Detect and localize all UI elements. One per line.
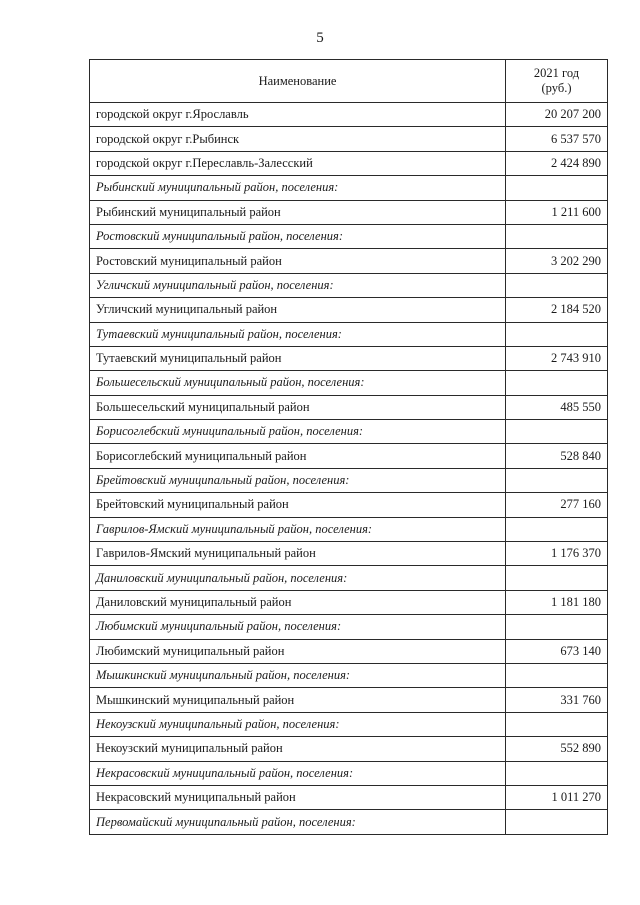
table-row bbox=[90, 200, 608, 224]
table-row bbox=[90, 346, 608, 370]
row-name-cell: Некрасовский муниципальный район bbox=[90, 785, 506, 809]
table-row bbox=[90, 151, 608, 175]
row-value-cell: 1 176 370 bbox=[506, 542, 608, 566]
table-row bbox=[90, 298, 608, 322]
row-name-cell: Тутаевский муниципальный район, поселения: bbox=[90, 322, 506, 346]
row-value-cell: 2 424 890 bbox=[506, 151, 608, 175]
row-value-cell bbox=[506, 273, 608, 297]
table-row bbox=[90, 785, 608, 809]
row-value-cell bbox=[506, 712, 608, 736]
row-name-cell: Даниловский муниципальный район, поселения: bbox=[90, 566, 506, 590]
header-name-label: Наименование bbox=[258, 73, 337, 88]
row-name-cell: городской округ г.Ярославль bbox=[90, 103, 506, 127]
table-row-subheading bbox=[90, 810, 608, 834]
row-name-cell: Рыбинский муниципальный район bbox=[90, 200, 506, 224]
header-name-cell bbox=[90, 60, 506, 103]
row-name-cell: Некоузский муниципальный район, поселения: bbox=[90, 712, 506, 736]
table-row bbox=[90, 542, 608, 566]
row-name-cell: Даниловский муниципальный район bbox=[90, 590, 506, 614]
row-name-cell: Гаврилов-Ямский муниципальный район, поселения: bbox=[90, 517, 506, 541]
row-name-cell: Рыбинский муниципальный район, поселения: bbox=[90, 176, 506, 200]
row-name-cell: Борисоглебский муниципальный район bbox=[90, 444, 506, 468]
row-value-cell bbox=[506, 517, 608, 541]
row-value-cell: 6 537 570 bbox=[506, 127, 608, 151]
row-value-cell bbox=[506, 615, 608, 639]
table-row bbox=[90, 737, 608, 761]
table-row bbox=[90, 103, 608, 127]
row-value-cell: 1 011 270 bbox=[506, 785, 608, 809]
row-name-cell: Большесельский муниципальный район, поселения: bbox=[90, 371, 506, 395]
table-row-subheading bbox=[90, 517, 608, 541]
row-name-cell: Борисоглебский муниципальный район, поселения: bbox=[90, 420, 506, 444]
row-value-cell bbox=[506, 176, 608, 200]
budget-table bbox=[89, 59, 608, 835]
row-value-cell: 331 760 bbox=[506, 688, 608, 712]
table-row-subheading bbox=[90, 224, 608, 248]
row-name-cell: Большесельский муниципальный район bbox=[90, 395, 506, 419]
table-row-subheading bbox=[90, 663, 608, 687]
row-name-cell: Любимский муниципальный район, поселения: bbox=[90, 615, 506, 639]
row-value-cell: 673 140 bbox=[506, 639, 608, 663]
table-row bbox=[90, 444, 608, 468]
header-year-label: 2021 год bbox=[533, 66, 580, 80]
table-row-subheading bbox=[90, 761, 608, 785]
row-name-cell: Мышкинский муниципальный район bbox=[90, 688, 506, 712]
row-name-cell: Любимский муниципальный район bbox=[90, 639, 506, 663]
table-row bbox=[90, 639, 608, 663]
table-row-subheading bbox=[90, 322, 608, 346]
row-value-cell bbox=[506, 566, 608, 590]
table-row bbox=[90, 493, 608, 517]
row-value-cell: 2 184 520 bbox=[506, 298, 608, 322]
row-value-cell: 552 890 bbox=[506, 737, 608, 761]
row-value-cell: 528 840 bbox=[506, 444, 608, 468]
table-row-subheading bbox=[90, 615, 608, 639]
row-value-cell bbox=[506, 371, 608, 395]
table-row-subheading bbox=[90, 176, 608, 200]
table-row-subheading bbox=[90, 371, 608, 395]
row-name-cell: Некрасовский муниципальный район, поселения: bbox=[90, 761, 506, 785]
table-row bbox=[90, 688, 608, 712]
table-row-subheading bbox=[90, 468, 608, 492]
row-name-cell: Брейтовский муниципальный район, поселения: bbox=[90, 468, 506, 492]
row-name-cell: Некоузский муниципальный район bbox=[90, 737, 506, 761]
table-row bbox=[90, 249, 608, 273]
row-value-cell: 2 743 910 bbox=[506, 346, 608, 370]
row-name-cell: Ростовский муниципальный район, поселения: bbox=[90, 224, 506, 248]
table-row bbox=[90, 127, 608, 151]
header-year-cell bbox=[506, 60, 608, 103]
row-value-cell: 1 181 180 bbox=[506, 590, 608, 614]
row-value-cell: 485 550 bbox=[506, 395, 608, 419]
row-name-cell: Брейтовский муниципальный район bbox=[90, 493, 506, 517]
table-row-subheading bbox=[90, 712, 608, 736]
row-name-cell: Первомайский муниципальный район, поселения: bbox=[90, 810, 506, 834]
table-row bbox=[90, 395, 608, 419]
row-value-cell bbox=[506, 224, 608, 248]
row-value-cell: 1 211 600 bbox=[506, 200, 608, 224]
row-value-cell: 277 160 bbox=[506, 493, 608, 517]
row-value-cell bbox=[506, 810, 608, 834]
table-body bbox=[90, 103, 608, 835]
table-row-subheading bbox=[90, 420, 608, 444]
row-name-cell: Тутаевский муниципальный район bbox=[90, 346, 506, 370]
row-value-cell bbox=[506, 322, 608, 346]
row-value-cell bbox=[506, 420, 608, 444]
row-name-cell: городской округ г.Рыбинск bbox=[90, 127, 506, 151]
row-value-cell: 3 202 290 bbox=[506, 249, 608, 273]
header-row bbox=[90, 60, 608, 103]
row-name-cell: Ростовский муниципальный район bbox=[90, 249, 506, 273]
row-value-cell bbox=[506, 468, 608, 492]
header-unit-label: (руб.) bbox=[541, 81, 572, 95]
page-number: 5 bbox=[316, 30, 324, 46]
table-row bbox=[90, 590, 608, 614]
table-header bbox=[90, 60, 608, 103]
row-name-cell: Угличский муниципальный район, поселения: bbox=[90, 273, 506, 297]
row-name-cell: городской округ г.Переславль-Залесский bbox=[90, 151, 506, 175]
row-name-cell: Угличский муниципальный район bbox=[90, 298, 506, 322]
row-value-cell bbox=[506, 761, 608, 785]
row-value-cell bbox=[506, 663, 608, 687]
row-name-cell: Мышкинский муниципальный район, поселения: bbox=[90, 663, 506, 687]
row-value-cell: 20 207 200 bbox=[506, 103, 608, 127]
table-row-subheading bbox=[90, 566, 608, 590]
row-name-cell: Гаврилов-Ямский муниципальный район bbox=[90, 542, 506, 566]
table-row-subheading bbox=[90, 273, 608, 297]
